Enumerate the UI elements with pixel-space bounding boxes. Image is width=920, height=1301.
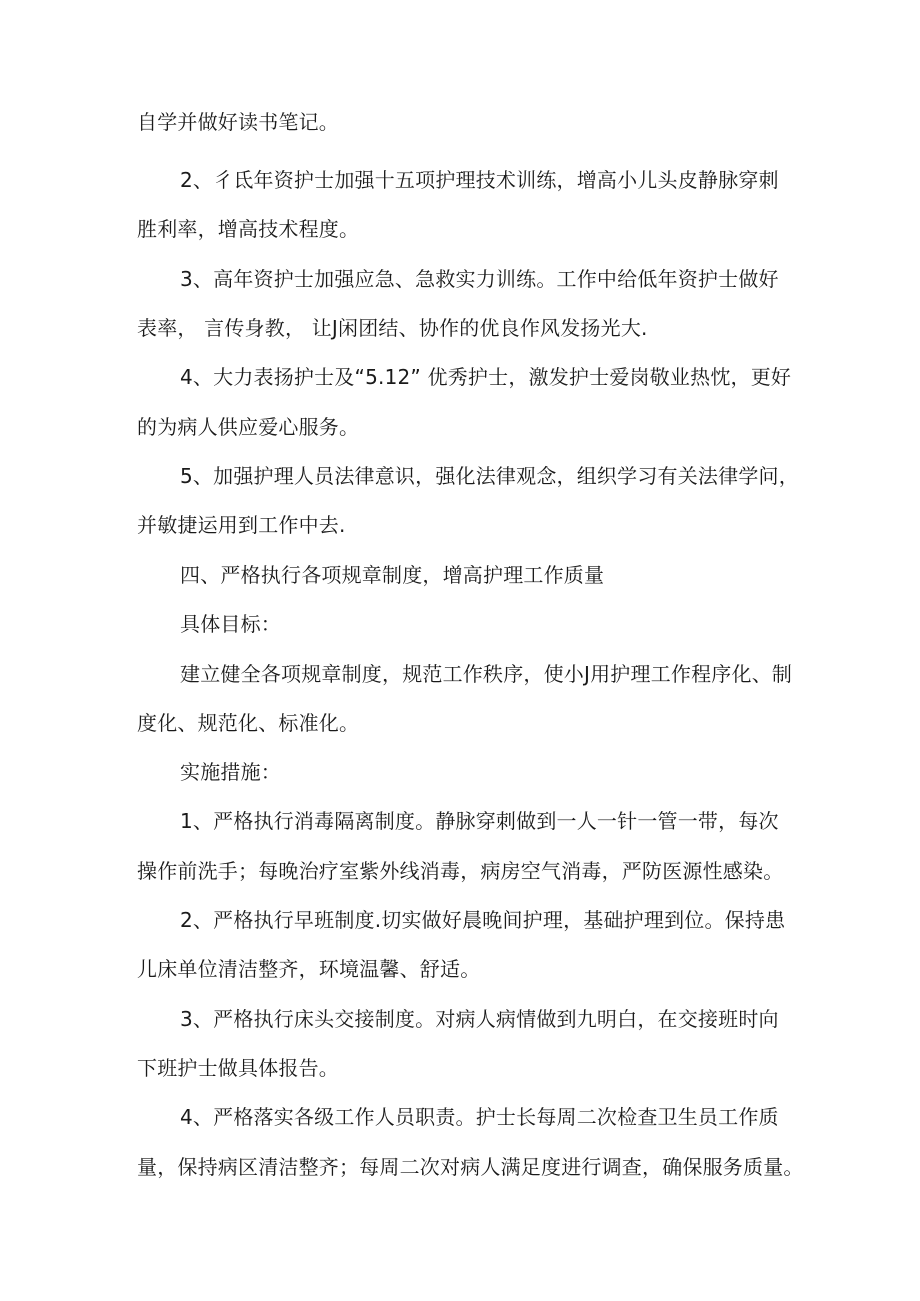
- paragraph-line: 1、严格执行消毒隔离制度。静脉穿刺做到一人一针一管一带，每次: [180, 809, 779, 833]
- paragraph-line: 3、高年资护士加强应急、急救实力训练。工作中给低年资护士做好: [180, 267, 779, 291]
- paragraph-line: 度化、规范化、标准化。: [137, 711, 360, 735]
- paragraph-line: 建立健全各项规章制度，规范工作秩序，使小J用护理工作程序化、制: [180, 662, 793, 686]
- paragraph-line: 胜利率，增高技术程度。: [137, 217, 360, 241]
- paragraph-line: 4、大力表扬护士及“5.12” 优秀护士，激发护士爱岗敬业热忱，更好: [180, 365, 792, 389]
- paragraph-line: 5、加强护理人员法律意识，强化法律观念，组织学习有关法律学问，: [180, 464, 799, 488]
- paragraph-line: 量，保持病区清洁整齐；每周二次对病人满足度进行调查，确保服务质量。: [137, 1155, 804, 1179]
- paragraph-line: 的为病人供应爱心服务。: [137, 415, 360, 439]
- paragraph-line: 操作前洗手；每晚治疗室紫外线消毒，病房空气消毒，严防医源性感染。: [137, 859, 784, 883]
- paragraph-line: 并敏捷运用到工作中去.: [137, 513, 346, 537]
- subheading-goal: 具体目标：: [180, 612, 281, 636]
- subheading-measures: 实施措施：: [180, 760, 281, 784]
- paragraph-line: 2、严格执行早班制度.切实做好晨晚间护理，基础护理到位。保持患: [180, 908, 786, 932]
- paragraph-line: 3、严格执行床头交接制度。对病人病情做到九明白，在交接班时向: [180, 1007, 779, 1031]
- paragraph-line: 2、彳氐年资护士加强十五项护理技术训练，增高小儿头皮静脉穿刺: [180, 168, 779, 192]
- paragraph-line: 下班护士做具体报告。: [137, 1056, 339, 1080]
- paragraph-line: 儿床单位清洁整齐，环境温馨、舒适。: [137, 957, 481, 981]
- paragraph-line: 表率， 言传身教， 让J闲团结、协作的优良作风发扬光大.: [137, 316, 648, 340]
- section-heading: 四、严格执行各项规章制度，增高护理工作质量: [180, 563, 605, 587]
- paragraph-line: 4、严格落实各级工作人员职责。护士长每周二次检查卫生员工作质: [180, 1105, 779, 1129]
- paragraph-line: 自学并做好读书笔记。: [137, 110, 339, 134]
